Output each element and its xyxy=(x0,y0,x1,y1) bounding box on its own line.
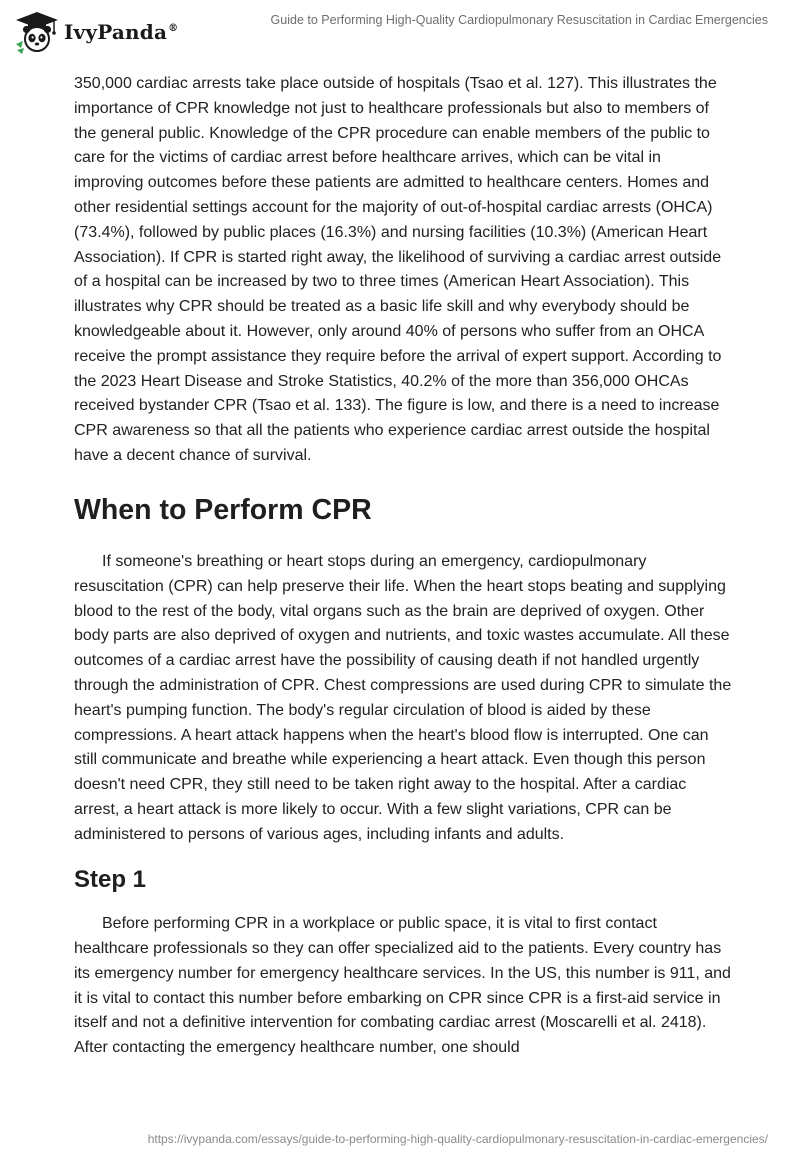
brand-name: IvyPanda® xyxy=(64,20,179,44)
page-header xyxy=(0,0,800,60)
document-body xyxy=(74,72,734,1061)
ivypanda-logo[interactable] xyxy=(14,10,178,54)
step-1-heading: Step 1 xyxy=(74,865,147,893)
intro-paragraph: 350,000 cardiac arrests take place outside of hospitals (Tsao et al. 127). This illustrates the importance of CPR knowledge not just to healthcare professionals but also to members of the general public. Knowledge of the CPR procedure can enable members of the public to care for the victims of cardiac arrest before healthcare arrives, which can be vital in improving outcomes before these patients are admitted to healthcare centers. Homes and other residential settings account for the majority of out-of-hospital cardiac arrests (OHCA) (73.4%), followed by public places (16.3%) and nursing facilities (10.3%) (American Heart Association). If CPR is started right away, the likelihood of surviving a cardiac arrest outside of a hospital can be increased by two to three times (American Heart Association). This illustrates why CPR should be treated as a basic life skill and why everybody should be knowledgeable about it. However, only around 40% of persons who suffer from an OHCA receive the prompt assistance they require before the arrival of expert support. According to the 2023 Heart Disease and Stroke Statistics, 40.2% of the more than 356,000 OHCAs received bystander CPR (Tsao et al. 133). The figure is low, and there is a need to increase CPR awareness so that all the patients who experience cardiac arrest outside the hospital have a decent chance of survival. xyxy=(74,75,722,464)
section-paragraph: If someone's breathing or heart stops during an emergency, cardiopulmonary resuscitation (CPR) can help preserve their life. When the heart stops beating and supplying blood to the rest of the body, vital organs such as the brain are deprived of oxygen. Other body parts are also deprived of oxygen and nutrients, and toxic wastes accumulate. All these outcomes of a cardiac arrest have the possibility of causing death if not handled urgently through the administration of CPR. Chest compressions are used during CPR to simulate the heart's pumping function. The body's regular circulation of blood is aided by these compressions. A heart attack happens when the heart's blood flow is interrupted. One can still communicate and breathe while experiencing a heart attack. Even though this person doesn't need CPR, they still need to be taken right away to the hospital. After a cardiac arrest, a heart attack is more likely to occur. With a few slight variations, CPR can be administered to persons of various ages, including infants and adults. xyxy=(74,552,732,843)
panda-mortarboard-icon xyxy=(14,10,60,54)
section-heading-when-to-perform-cpr: When to Perform CPR xyxy=(74,493,372,526)
source-url[interactable]: https://ivypanda.com/essays/guide-to-performing-high-quality-cardiopulmonary-resuscitation-in-cardiac-emergencies/ xyxy=(147,1132,768,1146)
document-title: Guide to Performing High-Quality Cardiopulmonary Resuscitation in Cardiac Emergencies xyxy=(270,13,768,27)
step-1-paragraph: Before performing CPR in a workplace or public space, it is vital to first contact healthcare professionals so they can offer specialized aid to the patients. Every country has its emergency number for emergency healthcare services. In the US, this number is 911, and it is vital to contact this number before embarking on CPR since CPR is a first-aid service in itself and not a definitive intervention for combating cardiac arrest (Moscarelli et al. 2418). After contacting the emergency healthcare number, one should xyxy=(74,915,731,1057)
